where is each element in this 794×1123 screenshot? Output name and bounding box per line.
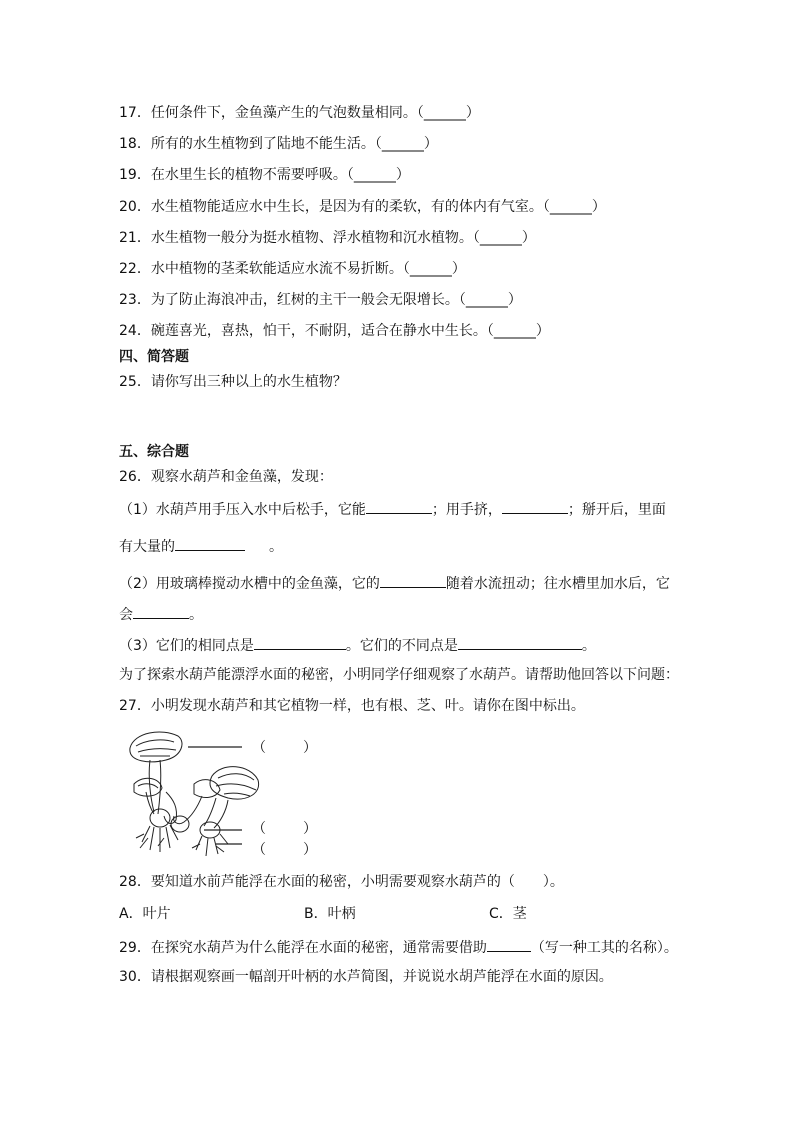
q26-1-text-d: 有大量的 bbox=[119, 539, 175, 555]
question-23: 23．为了防止海浪冲击，红树的主干一般会无限增长。（______） bbox=[119, 292, 522, 308]
label-paren-close: ） bbox=[303, 842, 317, 858]
answer-blank[interactable] bbox=[254, 635, 346, 650]
question-25: 25．请你写出三种以上的水生植物？ bbox=[119, 374, 347, 390]
question-22: 22．水中植物的茎柔软能适应水流不易折断。（______） bbox=[119, 261, 466, 277]
section-4-heading: 四、简答题 bbox=[119, 349, 189, 365]
question-26-part1-cont bbox=[119, 536, 283, 556]
answer-blank[interactable] bbox=[502, 499, 568, 514]
question-26-part2-cont bbox=[119, 604, 203, 624]
section-5-heading: 五、综合题 bbox=[119, 444, 189, 460]
intro-text: 为了探索水葫芦能漂浮水面的秘密，小明同学仔细观察了水葫芦。请帮助他回答以下问题： bbox=[119, 667, 679, 683]
q26-1-text-a: （1）水葫芦用手压入水中后松手，它能 bbox=[119, 502, 366, 518]
q26-3-text-b: 。它们的不同点是 bbox=[345, 638, 458, 654]
q26-2-text-a: （2）用玻璃棒搅动水槽中的金鱼藻，它的 bbox=[119, 576, 380, 592]
q26-1-text-e: 。 bbox=[269, 539, 283, 555]
label-paren-close: ） bbox=[303, 740, 317, 756]
question-27: 27．小明发现水葫芦和其它植物一样，也有根、芝、叶。请你在图中标出。 bbox=[119, 698, 585, 714]
question-24: 24．碗莲喜光，喜热，怕干，不耐阴，适合在静水中生长。（______） bbox=[119, 323, 550, 339]
question-26-part1 bbox=[119, 499, 666, 519]
answer-blank[interactable] bbox=[175, 536, 245, 551]
q26-3-text-a: （3）它们的相同点是 bbox=[119, 638, 254, 654]
label-paren-open: （ bbox=[252, 740, 266, 756]
question-17: 17．任何条件下，金鱼藻产生的气泡数量相同。（______） bbox=[119, 105, 480, 121]
question-26: 26．观察水葫芦和金鱼藻，发现： bbox=[119, 469, 333, 485]
q29-text-b: （写一种工其的名称）。 bbox=[530, 940, 678, 956]
water-hyacinth-drawing bbox=[120, 726, 360, 862]
answer-blank[interactable] bbox=[458, 635, 582, 650]
question-21: 21．水生植物一般分为挺水植物、浮水植物和沉水植物。（______） bbox=[119, 230, 536, 246]
answer-blank[interactable] bbox=[133, 604, 189, 619]
answer-blank[interactable] bbox=[487, 937, 531, 952]
label-paren-open: （ bbox=[252, 842, 266, 858]
question-26-part2 bbox=[119, 573, 670, 593]
q26-2-text-c: 会 bbox=[119, 607, 133, 623]
q26-1-text-c: ；掰开后，里面 bbox=[567, 502, 666, 518]
q28-option-c: C．茎 bbox=[489, 906, 527, 922]
answer-blank[interactable] bbox=[380, 573, 446, 588]
q29-text-a: 29．在探究水葫芦为什么能浮在水面的秘密，通常需要借助 bbox=[119, 940, 487, 956]
question-30: 30．请根据观察画一幅剖开叶柄的水芦简图，并说说水胡芦能浮在水面的原因。 bbox=[119, 969, 613, 985]
question-20: 20．水生植物能适应水中生长，是因为有的柔软，有的体内有气室。（______） bbox=[119, 199, 606, 215]
q26-1-text-b: ；用手挤， bbox=[431, 502, 502, 518]
q26-2-text-d: 。 bbox=[189, 607, 203, 623]
question-18: 18．所有的水生植物到了陆地不能生活。（______） bbox=[119, 136, 438, 152]
q26-3-text-c: 。 bbox=[581, 638, 596, 654]
question-19: 19．在水里生长的植物不需要呼吸。（______） bbox=[119, 167, 410, 183]
question-28: 28．要知道水前芦能浮在水面的秘密，小明需要观察水葫芦的（ ）。 bbox=[119, 874, 564, 890]
q28-option-a: A．叶片 bbox=[119, 906, 171, 922]
label-paren-close: ） bbox=[303, 821, 317, 837]
question-26-part3 bbox=[119, 635, 596, 655]
label-paren-open: （ bbox=[252, 821, 266, 837]
q28-option-b: B．叶柄 bbox=[304, 906, 356, 922]
q26-2-text-b: 随着水流扭动；往水槽里加水后，它 bbox=[445, 576, 670, 592]
question-29 bbox=[119, 937, 678, 957]
water-hyacinth-figure bbox=[120, 726, 360, 862]
answer-blank[interactable] bbox=[366, 499, 432, 514]
